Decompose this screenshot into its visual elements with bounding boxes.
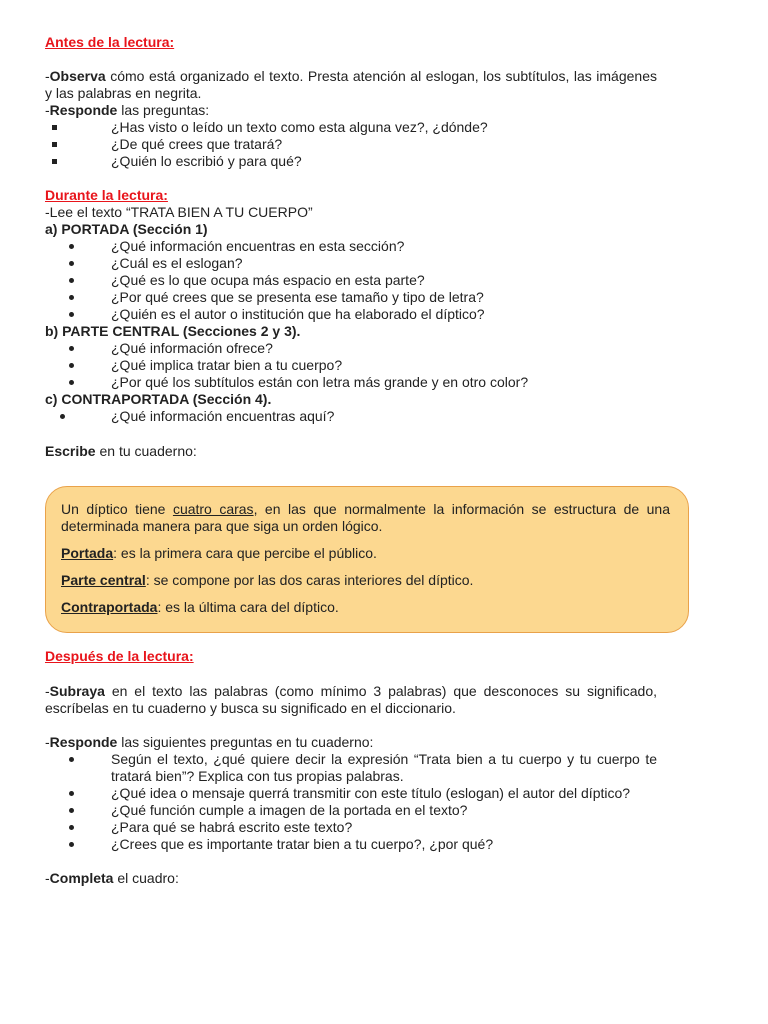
list-item: ¿Quién es el autor o institución que ha elaborado el díptico? bbox=[45, 306, 657, 323]
complete-keyword: Completa bbox=[49, 870, 114, 886]
list-item: ¿Para qué se habrá escrito este texto? bbox=[45, 819, 657, 836]
portada-questions-list bbox=[45, 238, 657, 323]
list-item: ¿Qué información encuentras aquí? bbox=[45, 408, 657, 425]
write-text: en tu cuaderno: bbox=[95, 443, 197, 459]
before-questions-list bbox=[45, 119, 657, 170]
central-term: Parte central bbox=[61, 572, 146, 588]
list-item: ¿Por qué crees que se presenta ese tamaño y tipo de letra? bbox=[45, 289, 657, 306]
diptych-info-box bbox=[45, 486, 689, 633]
list-item: ¿Qué implica tratar bien a tu cuerpo? bbox=[45, 357, 657, 374]
central-definition: Parte central: se compone por las dos caras interiores del díptico. bbox=[61, 572, 474, 588]
read-text-instruction: -Lee el texto “TRATA BIEN A TU CUERPO” bbox=[45, 204, 313, 220]
central-section-label: b) PARTE CENTRAL (Secciones 2 y 3). bbox=[45, 323, 301, 339]
list-item: ¿Qué información ofrece? bbox=[45, 340, 657, 357]
contra-section-label: c) CONTRAPORTADA (Sección 4). bbox=[45, 391, 272, 407]
after-questions-list bbox=[45, 751, 657, 853]
write-keyword: Escribe bbox=[45, 443, 96, 459]
list-item: ¿Qué información encuentras en esta sección? bbox=[45, 238, 657, 255]
list-item: ¿Qué función cumple a imagen de la portada en el texto? bbox=[45, 802, 657, 819]
write-instruction bbox=[45, 443, 657, 460]
underline-instruction: -Subraya en el texto las palabras (como mínimo 3 palabras) que desconoces su significado, escríbelas en tu cuaderno y busca su significado en el diccionario. bbox=[45, 683, 657, 716]
portada-term: Portada bbox=[61, 545, 114, 561]
worksheet-bottom bbox=[45, 648, 657, 887]
diptych-intro: Un díptico tiene cuatro caras, en las que normalmente la información se estructura de una determinada manera para que siga un orden lógico. bbox=[61, 501, 670, 534]
four-faces-underlined: cuatro caras bbox=[172, 501, 254, 517]
list-item: ¿Has visto o leído un texto como esta alguna vez?, ¿dónde? bbox=[45, 119, 657, 136]
list-item: ¿De qué crees que tratará? bbox=[45, 136, 657, 153]
observe-keyword: Observa bbox=[49, 68, 106, 84]
respond-text: las preguntas: bbox=[117, 102, 210, 118]
complete-text: el cuadro: bbox=[113, 870, 179, 886]
underline-text: en el texto las palabras (como mínimo 3 palabras) que desconoces su significado, escríbelas en tu cuaderno y busca su significado en el diccionario. bbox=[45, 683, 657, 716]
contra-definition: Contraportada: es la última cara del díptico. bbox=[61, 599, 339, 615]
list-item: Según el texto, ¿qué quiere decir la expresión “Trata bien a tu cuerpo y tu cuerpo te tratará bien”? Explica con tus propias palabras. bbox=[45, 751, 657, 785]
worksheet-top bbox=[45, 34, 657, 460]
before-reading-heading: Antes de la lectura: bbox=[45, 34, 175, 50]
respond-after-instruction: -Responde las siguientes preguntas en tu cuaderno: bbox=[45, 734, 374, 750]
during-reading-heading: Durante la lectura: bbox=[45, 187, 168, 203]
list-item: ¿Qué es lo que ocupa más espacio en esta parte? bbox=[45, 272, 657, 289]
list-item: ¿Qué idea o mensaje querrá transmitir con este título (eslogan) el autor del díptico? bbox=[45, 785, 657, 802]
list-item: ¿Quién lo escribió y para qué? bbox=[45, 153, 657, 170]
contra-term: Contraportada bbox=[61, 599, 158, 615]
central-questions-list bbox=[45, 340, 657, 391]
observe-text: cómo está organizado el texto. Presta atención al eslogan, los subtítulos, las imágenes y las palabras en negrita. bbox=[45, 68, 657, 101]
list-item: ¿Cuál es el eslogan? bbox=[45, 255, 657, 272]
portada-definition: Portada: es la primera cara que percibe el público. bbox=[61, 545, 377, 561]
portada-section-label: a) PORTADA (Sección 1) bbox=[45, 221, 208, 237]
list-item: ¿Por qué los subtítulos están con letra más grande y en otro color? bbox=[45, 374, 657, 391]
list-item: ¿Crees que es importante tratar bien a tu cuerpo?, ¿por qué? bbox=[45, 836, 657, 853]
observe-instruction: -Observa cómo está organizado el texto. Presta atención al eslogan, los subtítulos, las imágenes y las palabras en negrita. bbox=[45, 68, 657, 101]
contra-questions-list bbox=[45, 408, 657, 425]
respond-after-text: las siguientes preguntas en tu cuaderno: bbox=[117, 734, 374, 750]
respond-instruction: -Responde las preguntas: bbox=[45, 102, 210, 118]
respond-keyword: Responde bbox=[49, 102, 118, 118]
complete-instruction: -Completa el cuadro: bbox=[45, 870, 179, 886]
respond-after-keyword: Responde bbox=[49, 734, 118, 750]
after-reading-heading: Después de la lectura: bbox=[45, 648, 194, 664]
underline-keyword: Subraya bbox=[49, 683, 105, 699]
